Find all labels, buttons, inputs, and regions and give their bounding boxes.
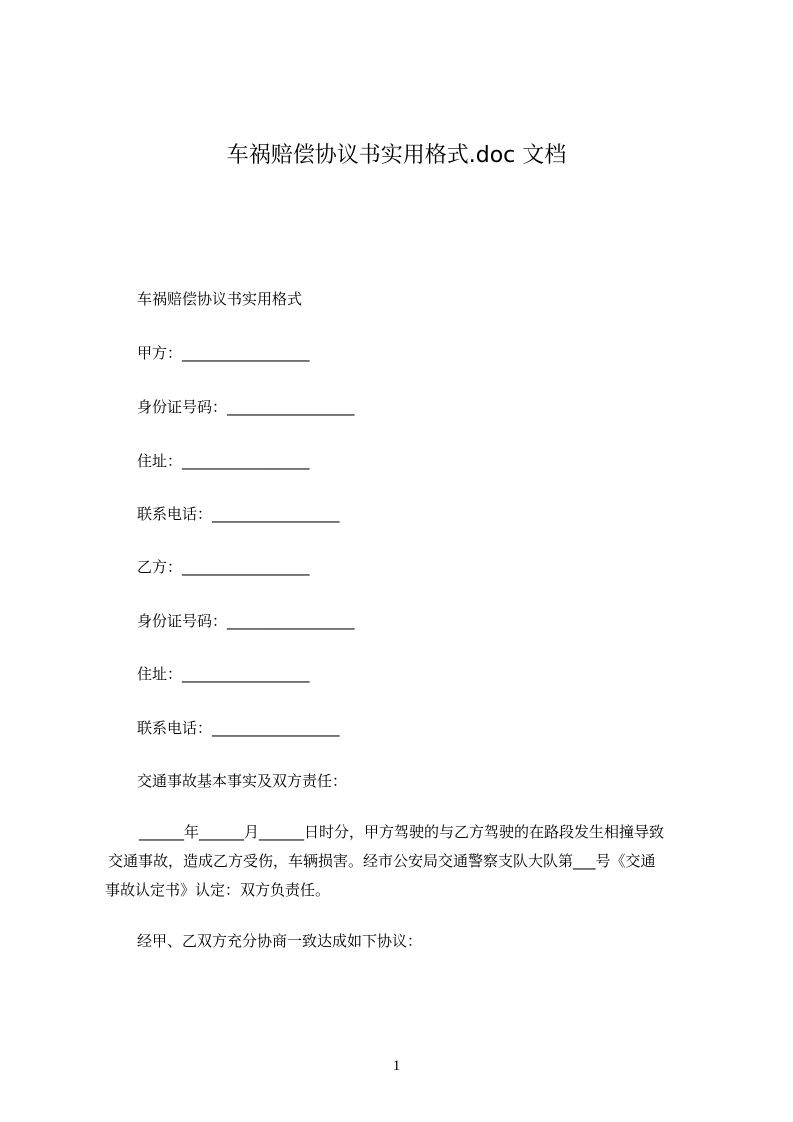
document-title: 车祸赔偿协议书实用格式.doc 文档 [226,143,567,168]
facts-paragraph-line-2: 交通事故，造成乙方受伤，车辆损害。经市公安局交通警察支队大队第___号《交通 [108,852,656,870]
document-subtitle: 车祸赔偿协议书实用格式 [137,290,303,308]
facts-paragraph-line-1: ______年______月______日时分，甲方驾驶的与乙方驾驶的在路段发生相撞导致 [139,823,665,841]
party-a-name-field: 甲方：_________________ [137,344,310,362]
party-b-address-field: 住址：_________________ [137,665,310,683]
party-b-phone-field: 联系电话：_________________ [137,719,340,737]
facts-paragraph-line-3: 事故认定书》认定：双方负责任。 [105,881,331,899]
facts-heading: 交通事故基本事实及双方责任： [137,772,348,790]
page-number: 1 [392,1058,401,1074]
facts-paragraph [105,818,701,905]
party-a-phone-field: 联系电话：_________________ [137,505,340,523]
party-b-id-field: 身份证号码：_________________ [137,612,355,630]
party-a-id-field: 身份证号码：_________________ [137,398,355,416]
party-b-name-field: 乙方：_________________ [137,558,310,576]
agreement-intro: 经甲、乙双方充分协商一致达成如下协议： [137,932,423,950]
party-a-address-field: 住址：_________________ [137,452,310,470]
